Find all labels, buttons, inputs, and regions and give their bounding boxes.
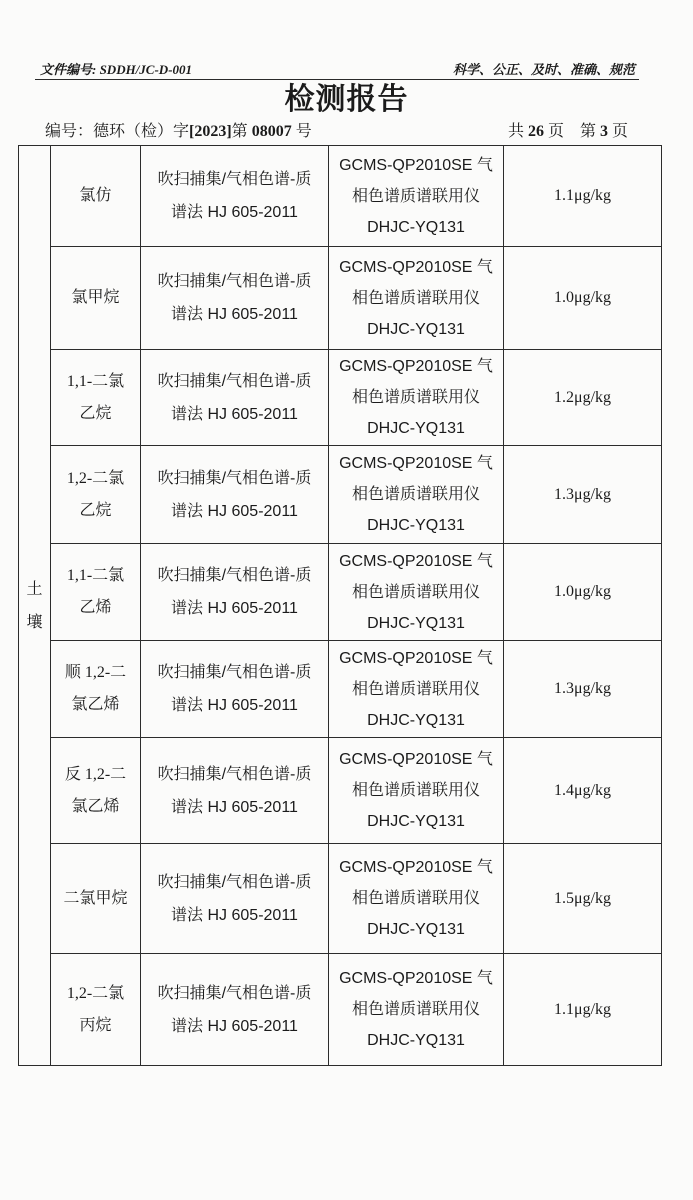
test-item-cell [51,844,141,954]
instrument-line: GCMS-QP2010SE 气 [339,751,493,768]
method-line: 吹扫捕集/气相色谱-质 [157,372,312,390]
instrument-line: GCMS-QP2010SE 气 [339,859,493,876]
method-line: 吹扫捕集/气相色谱-质 [157,984,312,1002]
table-row [19,350,662,446]
header-motto: 科学、公正、及时、准确、规范 [452,62,635,77]
detection-limit-cell [504,738,662,844]
table-row [19,247,662,350]
test-item-name: 氯仿 [79,187,112,204]
test-item-name: 1,1-二氯 [66,567,125,584]
results-table [18,145,662,1066]
detection-limit-cell [504,641,662,738]
page-total-suffix: 页 [543,123,580,140]
detection-limit-cell [504,350,662,446]
report-number-mid: 第 [231,123,252,140]
method-line: 谱法 HJ 605-2011 [171,600,298,617]
instrument-line: 相色谱质谱联用仪 [351,890,480,907]
method-cell [141,146,329,247]
detection-limit-cell [504,544,662,641]
category-char: 土 [26,580,43,598]
method-cell [141,954,329,1066]
test-item-cell [51,738,141,844]
method-cell [141,844,329,954]
test-item-cell [51,446,141,544]
instrument-line: GCMS-QP2010SE 气 [339,649,493,667]
test-item-cell [51,350,141,446]
instrument-line: DHJC-YQ131 [367,813,465,830]
method-line: 谱法 HJ 605-2011 [171,405,298,423]
instrument-cell [329,146,504,247]
instrument-cell [329,844,504,954]
detection-limit-cell [504,446,662,544]
page-total-prefix: 共 [507,123,528,140]
detection-limit: 1.1μg/kg [553,1000,612,1018]
test-item-name: 反 1,2-二 [64,765,127,783]
method-line: 谱法 HJ 605-2011 [171,306,298,323]
method-line: 谱法 HJ 605-2011 [171,697,298,714]
file-number: 文件编号: SDDH/JC-D-001 [40,62,193,77]
instrument-line: GCMS-QP2010SE 气 [339,455,493,472]
detection-limit-cell [504,954,662,1066]
detection-limit: 1.1μg/kg [553,187,612,204]
table-row [19,641,662,738]
table-row [19,738,662,844]
instrument-line: DHJC-YQ131 [367,517,465,534]
test-item-name: 顺 1,2-二 [64,664,127,681]
method-cell [141,544,329,641]
instrument-line: GCMS-QP2010SE 气 [339,156,493,174]
report-number-prefix: 编号：德环（检）字 [45,123,190,140]
method-line: 吹扫捕集/气相色谱-质 [157,873,312,891]
test-item-name: 乙烯 [79,599,112,616]
instrument-line: DHJC-YQ131 [367,1032,465,1049]
instrument-cell [329,247,504,350]
instrument-line: GCMS-QP2010SE 气 [339,970,493,987]
header-divider [35,79,639,80]
instrument-line: 相色谱质谱联用仪 [351,289,480,307]
instrument-line: 相色谱质谱联用仪 [351,1001,480,1018]
test-item-name: 乙烷 [79,501,112,519]
report-number-suffix: 号 [291,123,312,140]
instrument-line: GCMS-QP2010SE 气 [339,358,493,375]
page-total: 26 [527,123,544,140]
method-cell [141,446,329,544]
test-item-cell [51,247,141,350]
method-cell [141,738,329,844]
detection-limit: 1.0μg/kg [553,583,612,600]
report-title: 检测报告 [284,83,409,116]
instrument-cell [329,954,504,1066]
detection-limit-cell [504,146,662,247]
instrument-cell [329,544,504,641]
detection-limit: 1.5μg/kg [553,889,612,907]
instrument-line: 相色谱质谱联用仪 [351,583,480,601]
method-line: 吹扫捕集/气相色谱-质 [157,273,312,290]
test-item-cell [51,146,141,247]
instrument-cell [329,350,504,446]
instrument-line: GCMS-QP2010SE 气 [339,258,493,276]
test-item-name: 氯乙烯 [71,797,120,815]
test-item-name: 1,1-二氯 [66,372,125,390]
page-current-prefix: 第 [579,123,600,140]
instrument-line: DHJC-YQ131 [367,921,465,938]
test-item-name: 氯甲烷 [71,289,120,306]
test-item-name: 乙烷 [79,404,112,422]
method-line: 吹扫捕集/气相色谱-质 [157,567,312,584]
test-item-name: 丙烷 [79,1016,112,1034]
instrument-cell [329,738,504,844]
instrument-line: DHJC-YQ131 [367,711,465,729]
instrument-line: 相色谱质谱联用仪 [351,486,480,503]
test-item-name: 1,2-二氯 [66,984,125,1002]
method-line: 吹扫捕集/气相色谱-质 [157,765,312,783]
test-item-cell [51,641,141,738]
report-number [45,122,312,142]
method-cell [141,350,329,446]
category-char: 壤 [26,613,43,631]
test-item-name: 二氯甲烷 [63,889,128,907]
test-item-cell [51,954,141,1066]
report-year: [2023] [189,123,232,140]
table-row [19,446,662,544]
instrument-line: 相色谱质谱联用仪 [351,680,480,698]
instrument-line: DHJC-YQ131 [367,218,465,236]
method-line: 谱法 HJ 605-2011 [171,798,298,816]
page-current: 3 [599,123,608,140]
method-line: 谱法 HJ 605-2011 [171,502,298,520]
instrument-cell [329,641,504,738]
method-line: 吹扫捕集/气相色谱-质 [157,171,312,188]
method-line: 谱法 HJ 605-2011 [171,1017,298,1035]
sample-category-cell [19,146,51,1066]
table-row [19,844,662,954]
report-number-value: 08007 [251,123,292,140]
instrument-line: DHJC-YQ131 [367,320,465,338]
detection-limit: 1.3μg/kg [553,485,612,503]
instrument-line: 相色谱质谱联用仪 [351,389,480,406]
method-line: 吹扫捕集/气相色谱-质 [157,469,312,487]
table-row [19,146,662,247]
method-cell [141,247,329,350]
method-line: 吹扫捕集/气相色谱-质 [157,664,312,681]
instrument-cell [329,446,504,544]
instrument-line: 相色谱质谱联用仪 [351,782,480,799]
instrument-line: GCMS-QP2010SE 气 [339,552,493,570]
instrument-line: DHJC-YQ131 [367,614,465,632]
test-item-name: 1,2-二氯 [66,469,125,487]
test-item-cell [51,544,141,641]
detection-limit: 1.0μg/kg [553,289,612,306]
detection-limit: 1.2μg/kg [553,388,612,406]
table-row [19,544,662,641]
instrument-line: DHJC-YQ131 [367,420,465,437]
instrument-line: 相色谱质谱联用仪 [351,187,480,205]
method-cell [141,641,329,738]
detection-limit: 1.4μg/kg [553,781,612,799]
detection-limit: 1.3μg/kg [553,680,612,697]
detection-limit-cell [504,247,662,350]
method-line: 谱法 HJ 605-2011 [171,906,298,924]
test-item-name: 氯乙烯 [71,696,120,713]
detection-limit-cell [504,844,662,954]
page-indicator [508,122,628,142]
method-line: 谱法 HJ 605-2011 [171,204,298,221]
page-current-suffix: 页 [607,123,628,140]
table-row [19,954,662,1066]
